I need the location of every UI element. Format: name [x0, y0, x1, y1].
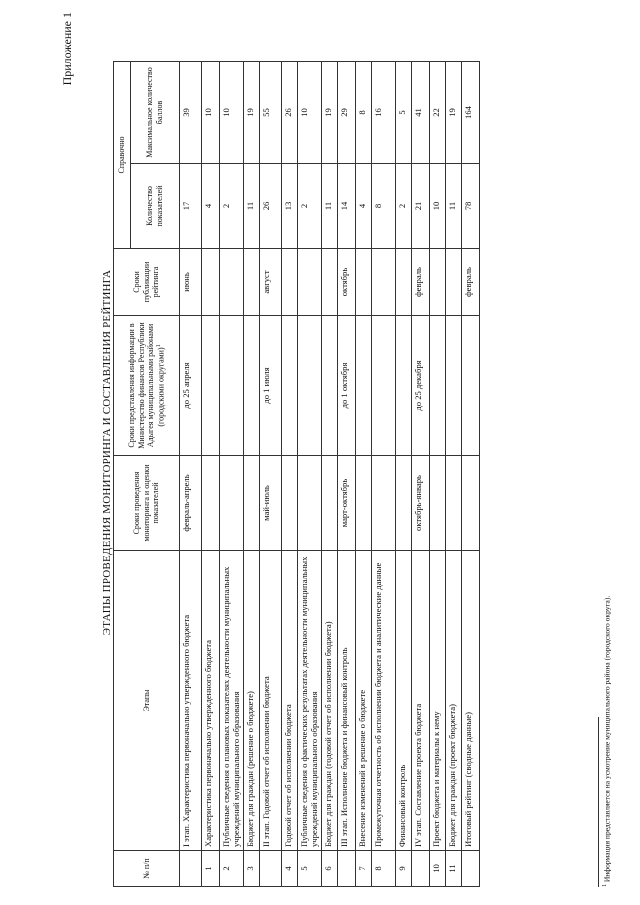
- row-monitoring: [322, 456, 338, 551]
- row-max: 8: [356, 62, 372, 164]
- row-number: [338, 851, 356, 887]
- row-number: 1: [202, 851, 220, 887]
- stage-row: [338, 62, 356, 887]
- stage-row: [180, 62, 202, 887]
- row-publication: [298, 249, 322, 316]
- row-submission: [446, 316, 462, 456]
- row-name: Проект бюджета и материалы к нему: [430, 551, 446, 851]
- row-publication: октябрь: [338, 249, 356, 316]
- row-number: 7: [356, 851, 372, 887]
- header-stages: Этапы: [114, 551, 180, 851]
- row-publication: [220, 249, 244, 316]
- footnote-divider: [598, 717, 599, 887]
- row-max: 19: [244, 62, 260, 164]
- row-number: 6: [322, 851, 338, 887]
- row-monitoring: [446, 456, 462, 551]
- row-name: Промежуточная отчетность об исполнении бюджета и аналитические данные: [372, 551, 396, 851]
- row-max: 29: [338, 62, 356, 164]
- row-publication: [282, 249, 298, 316]
- row-count: 2: [298, 164, 322, 249]
- header-submission: [114, 316, 180, 456]
- row-max: 55: [260, 62, 282, 164]
- header-max: Максимальное количество баллов: [131, 62, 180, 164]
- row-submission: до 25 декабря: [412, 316, 430, 456]
- header-publication: Сроки публикации рейтинга: [114, 249, 180, 316]
- footnote: [602, 596, 612, 887]
- row-monitoring: [202, 456, 220, 551]
- stage-row: [462, 62, 480, 887]
- row-name: I этап. Характеристика первоначально утвержденного бюджета: [180, 551, 202, 851]
- row-monitoring: май-июль: [260, 456, 282, 551]
- row-name: Бюджет для граждан (проект бюджета): [446, 551, 462, 851]
- row-number: 11: [446, 851, 462, 887]
- row-publication: [244, 249, 260, 316]
- row-monitoring: [372, 456, 396, 551]
- row-max: 164: [462, 62, 480, 164]
- table-row: [282, 62, 298, 887]
- row-count: 26: [260, 164, 282, 249]
- header-count: Количество показателей: [131, 164, 180, 249]
- row-number: [412, 851, 430, 887]
- row-number: 9: [396, 851, 412, 887]
- row-max: 41: [412, 62, 430, 164]
- row-monitoring: [282, 456, 298, 551]
- row-max: 26: [282, 62, 298, 164]
- table-row: [356, 62, 372, 887]
- row-publication: июнь: [180, 249, 202, 316]
- row-count: 78: [462, 164, 480, 249]
- row-max: 22: [430, 62, 446, 164]
- row-max: 5: [396, 62, 412, 164]
- row-publication: [446, 249, 462, 316]
- row-submission: [322, 316, 338, 456]
- row-number: [462, 851, 480, 887]
- row-number: 8: [372, 851, 396, 887]
- row-name: Публичные сведения о плановых показателях деятельности муниципальных учреждений муниципального образования: [220, 551, 244, 851]
- row-name: Финансовый контроль: [396, 551, 412, 851]
- row-count: 8: [372, 164, 396, 249]
- stage-row: [412, 62, 430, 887]
- table-body: [180, 62, 480, 887]
- stage-row: [260, 62, 282, 887]
- row-submission: [202, 316, 220, 456]
- row-name: II этап. Годовой отчет об исполнении бюджета: [260, 551, 282, 851]
- row-submission: [282, 316, 298, 456]
- row-count: 10: [430, 164, 446, 249]
- row-max: 16: [372, 62, 396, 164]
- header-reference: Справочно: [114, 62, 131, 249]
- row-name: Характеристика первоначально утвержденного бюджета: [202, 551, 220, 851]
- row-submission: до 1 июля: [260, 316, 282, 456]
- row-publication: [372, 249, 396, 316]
- row-count: 11: [244, 164, 260, 249]
- row-monitoring: [396, 456, 412, 551]
- row-number: 10: [430, 851, 446, 887]
- row-count: 13: [282, 164, 298, 249]
- row-publication: август: [260, 249, 282, 316]
- row-submission: [396, 316, 412, 456]
- row-count: 4: [202, 164, 220, 249]
- table-row: [202, 62, 220, 887]
- row-submission: [372, 316, 396, 456]
- row-publication: [202, 249, 220, 316]
- appendix-label: Приложение 1: [60, 12, 74, 86]
- row-publication: [356, 249, 372, 316]
- row-monitoring: [356, 456, 372, 551]
- row-max: 39: [180, 62, 202, 164]
- row-max: 19: [322, 62, 338, 164]
- row-number: [260, 851, 282, 887]
- row-name: IV этап. Составление проекта бюджета: [412, 551, 430, 851]
- row-submission: [462, 316, 480, 456]
- row-publication: [430, 249, 446, 316]
- row-max: 10: [298, 62, 322, 164]
- row-count: 11: [322, 164, 338, 249]
- row-submission: [430, 316, 446, 456]
- row-count: 2: [396, 164, 412, 249]
- row-count: 17: [180, 164, 202, 249]
- row-name: Бюджет для граждан (годовой отчет об исполнении бюджета): [322, 551, 338, 851]
- row-count: 2: [220, 164, 244, 249]
- row-monitoring: [462, 456, 480, 551]
- row-monitoring: февраль-апрель: [180, 456, 202, 551]
- row-name: III этап. Исполнение бюджета и финансовый контроль: [338, 551, 356, 851]
- row-monitoring: [244, 456, 260, 551]
- row-max: 10: [220, 62, 244, 164]
- table-row: [220, 62, 244, 887]
- row-monitoring: март-октябрь: [338, 456, 356, 551]
- row-count: 21: [412, 164, 430, 249]
- row-name: Публичные сведения о фактических результатах деятельности муниципальных учреждений муниципального образования: [298, 551, 322, 851]
- footnote-mark: 1: [602, 884, 608, 887]
- row-monitoring: [298, 456, 322, 551]
- row-number: 2: [220, 851, 244, 887]
- table-row: [446, 62, 462, 887]
- row-name: Годовой отчет об исполнении бюджета: [282, 551, 298, 851]
- row-submission: до 25 апреля: [180, 316, 202, 456]
- footnote-text: Информация представляется на усмотрение муниципального района (городского округа).: [602, 595, 612, 883]
- table-row: [244, 62, 260, 887]
- row-number: 5: [298, 851, 322, 887]
- footnote-ref: 1: [155, 344, 162, 348]
- row-count: 4: [356, 164, 372, 249]
- page-title: ЭТАПЫ ПРОВЕДЕНИЯ МОНИТОРИНГА И СОСТАВЛЕНИЯ РЕЙТИНГА: [101, 269, 113, 636]
- row-submission: до 1 октября: [338, 316, 356, 456]
- row-max: 10: [202, 62, 220, 164]
- row-count: 11: [446, 164, 462, 249]
- table-row: [396, 62, 412, 887]
- table-row: [430, 62, 446, 887]
- row-name: Внесение изменений в решение о бюджете: [356, 551, 372, 851]
- row-publication: [322, 249, 338, 316]
- row-name: Итоговый рейтинг (сводные данные): [462, 551, 480, 851]
- row-publication: февраль: [412, 249, 430, 316]
- row-count: 14: [338, 164, 356, 249]
- row-number: 3: [244, 851, 260, 887]
- row-monitoring: [430, 456, 446, 551]
- header-num: № п/п: [114, 851, 180, 887]
- table-row: [372, 62, 396, 887]
- row-max: 19: [446, 62, 462, 164]
- row-submission: [356, 316, 372, 456]
- row-name: Бюджет для граждан (решение о бюджете): [244, 551, 260, 851]
- row-submission: [220, 316, 244, 456]
- header-submission-text: Сроки представления информации в Министерство финансов Республики Адыгея муниципальными районами (городскими округами): [126, 322, 166, 449]
- table-row: [322, 62, 338, 887]
- row-submission: [244, 316, 260, 456]
- row-monitoring: [220, 456, 244, 551]
- row-number: 4: [282, 851, 298, 887]
- row-submission: [298, 316, 322, 456]
- row-monitoring: октябрь-январь: [412, 456, 430, 551]
- row-number: [180, 851, 202, 887]
- header-monitoring: Сроки проведения мониторинга и оценки показателей: [114, 456, 180, 551]
- stages-table: [113, 61, 480, 887]
- row-publication: [396, 249, 412, 316]
- table-row: [298, 62, 322, 887]
- row-publication: февраль: [462, 249, 480, 316]
